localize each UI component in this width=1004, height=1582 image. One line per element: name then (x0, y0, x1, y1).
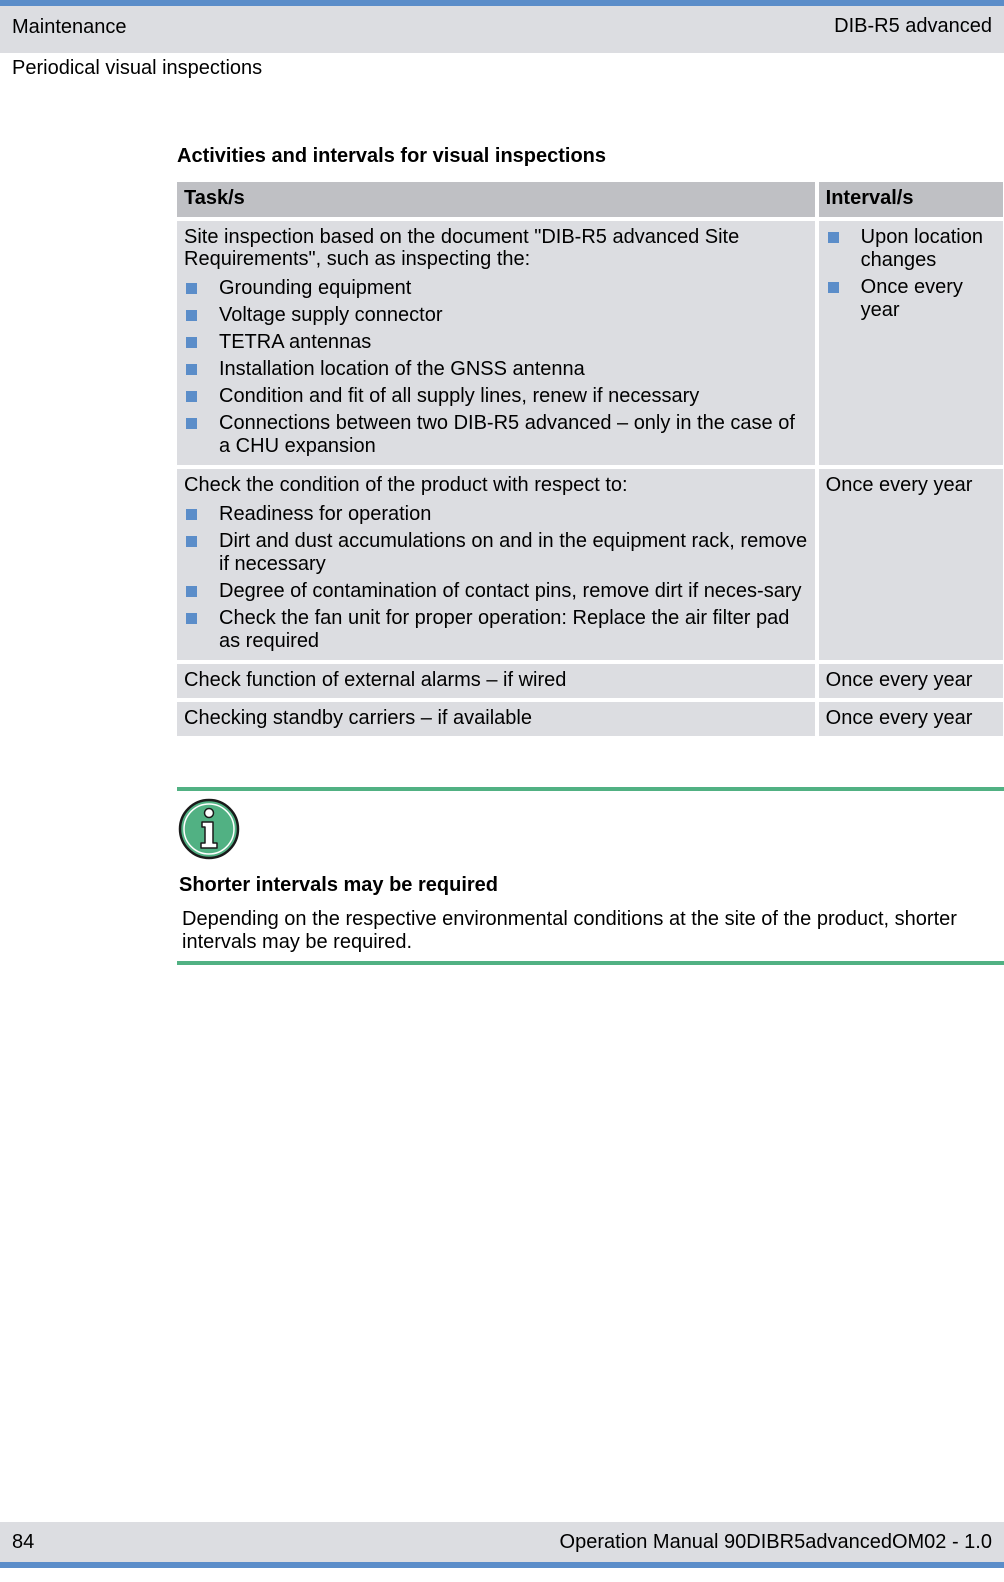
note-divider-bottom (177, 961, 1004, 965)
table-row (177, 221, 1003, 469)
table-row (177, 664, 1003, 702)
page-footer (0, 1522, 1004, 1562)
list-item: Readiness for operation (184, 503, 809, 526)
square-bullet-icon (186, 283, 197, 294)
interval-cell: Once every year (819, 469, 1003, 664)
task-cell: Check function of external alarms – if wired (177, 664, 819, 702)
note-body: Depending on the respective environmental conditions at the site of the product, shorter intervals may be required. (182, 908, 957, 953)
square-bullet-icon (186, 613, 197, 624)
bottom-accent-bar (0, 1562, 1004, 1568)
list-item: Degree of contamination of contact pins, remove dirt if neces-sary (184, 580, 809, 603)
list-item: Installation location of the GNSS antenna (184, 358, 809, 381)
note-divider-top (177, 787, 1004, 791)
task-cell (177, 221, 819, 469)
square-bullet-icon (828, 232, 839, 243)
square-bullet-icon (186, 509, 197, 520)
square-bullet-icon (186, 337, 197, 348)
list-item: Check the fan unit for proper operation: Replace the air filter pad as required (184, 607, 809, 653)
task-list (184, 277, 809, 458)
document-id: Operation Manual 90DIBR5advancedOM02 - 1.0 (559, 1531, 992, 1553)
page-header (0, 6, 1004, 53)
column-header-task: Task/s (177, 182, 819, 221)
square-bullet-icon (186, 418, 197, 429)
column-header-interval: Interval/s (819, 182, 1003, 221)
square-bullet-icon (186, 586, 197, 597)
list-item: Dirt and dust accumulations on and in the equipment rack, remove if necessary (184, 530, 809, 576)
interval-list (826, 226, 997, 322)
task-list (184, 503, 809, 653)
task-intro: Check the condition of the product with respect to: (184, 474, 628, 496)
interval-cell: Once every year (819, 702, 1003, 740)
square-bullet-icon (828, 282, 839, 293)
list-item: Once every year (826, 276, 997, 322)
list-item: Voltage supply connector (184, 304, 809, 327)
list-item: Grounding equipment (184, 277, 809, 300)
product-name: DIB-R5 advanced (834, 15, 992, 37)
interval-cell: Once every year (819, 664, 1003, 702)
table-row (177, 702, 1003, 740)
chapter-title: Maintenance (12, 16, 127, 38)
square-bullet-icon (186, 391, 197, 402)
table-header-row (177, 182, 1003, 221)
square-bullet-icon (186, 364, 197, 375)
list-item: Condition and fit of all supply lines, renew if necessary (184, 385, 809, 408)
square-bullet-icon (186, 310, 197, 321)
task-cell: Checking standby carriers – if available (177, 702, 819, 740)
task-cell (177, 469, 819, 664)
info-icon (178, 798, 240, 860)
square-bullet-icon (186, 536, 197, 547)
task-intro: Site inspection based on the document "DIB-R5 advanced Site Requirements", such as inspecting the: (184, 226, 740, 270)
list-item: Upon location changes (826, 226, 997, 272)
table-row (177, 469, 1003, 664)
page-number: 84 (12, 1531, 35, 1553)
note-title: Shorter intervals may be required (179, 874, 499, 896)
interval-cell (819, 221, 1003, 469)
inspection-table (177, 182, 1003, 740)
list-item: TETRA antennas (184, 331, 809, 354)
list-item: Connections between two DIB-R5 advanced – only in the case of a CHU expansion (184, 412, 809, 458)
table-title: Activities and intervals for visual inspections (177, 145, 607, 167)
section-title: Periodical visual inspections (12, 57, 263, 79)
